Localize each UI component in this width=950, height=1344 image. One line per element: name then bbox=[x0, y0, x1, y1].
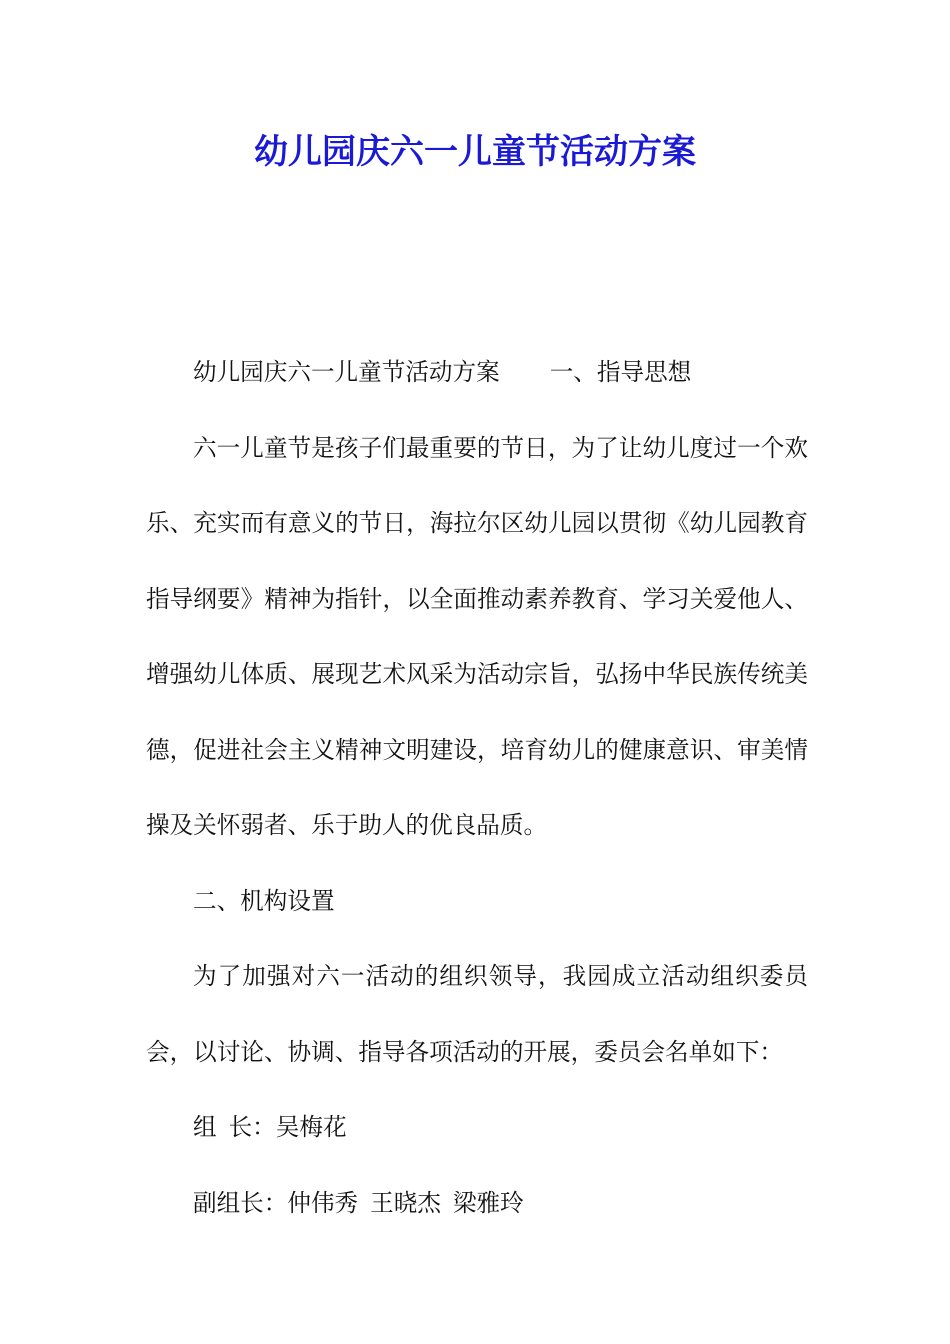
leader-line bbox=[146, 1090, 808, 1166]
leader-label-a: 组 bbox=[193, 1113, 217, 1141]
document-body bbox=[146, 335, 808, 1241]
document-title: 幼儿园庆六一儿童节活动方案 bbox=[254, 132, 696, 172]
guiding-thought-paragraph: 六一儿童节是孩子们最重要的节日，为了让幼儿度过一个欢乐、充实而有意义的节日，海拉尔区幼儿园以贯彻《幼儿园教育指导纲要》精神为指针，以全面推动素养教育、学习关爱他人、增强幼儿体质、展现艺术风采为活动宗旨，弘扬中华民族传统美德，促进社会主义精神文明建设，培育幼儿的健康意识、审美情操及关怀弱者、乐于助人的优良品质。 bbox=[146, 433, 808, 839]
deputy-label: 副组长： bbox=[193, 1188, 288, 1217]
deputy-name: 王晓杰 bbox=[370, 1188, 441, 1217]
committee-paragraph: 为了加强对六一活动的组织领导，我园成立活动组织委员会，以讨论、协调、指导各项活动的开展，委员会名单如下： bbox=[146, 962, 808, 1066]
leader-name: 吴梅花 bbox=[275, 1113, 347, 1141]
deputy-line bbox=[146, 1166, 808, 1242]
doc-name-text: 幼儿园庆六一儿童节活动方案 bbox=[193, 358, 500, 386]
section1-heading: 一、指导思想 bbox=[549, 358, 692, 386]
deputy-name: 梁雅玲 bbox=[452, 1188, 524, 1217]
intro-line bbox=[146, 335, 808, 411]
leader-label-b: 长： bbox=[228, 1113, 276, 1141]
section2-heading: 二、机构设置 bbox=[193, 886, 335, 915]
deputy-name: 仲伟秀 bbox=[287, 1188, 359, 1217]
